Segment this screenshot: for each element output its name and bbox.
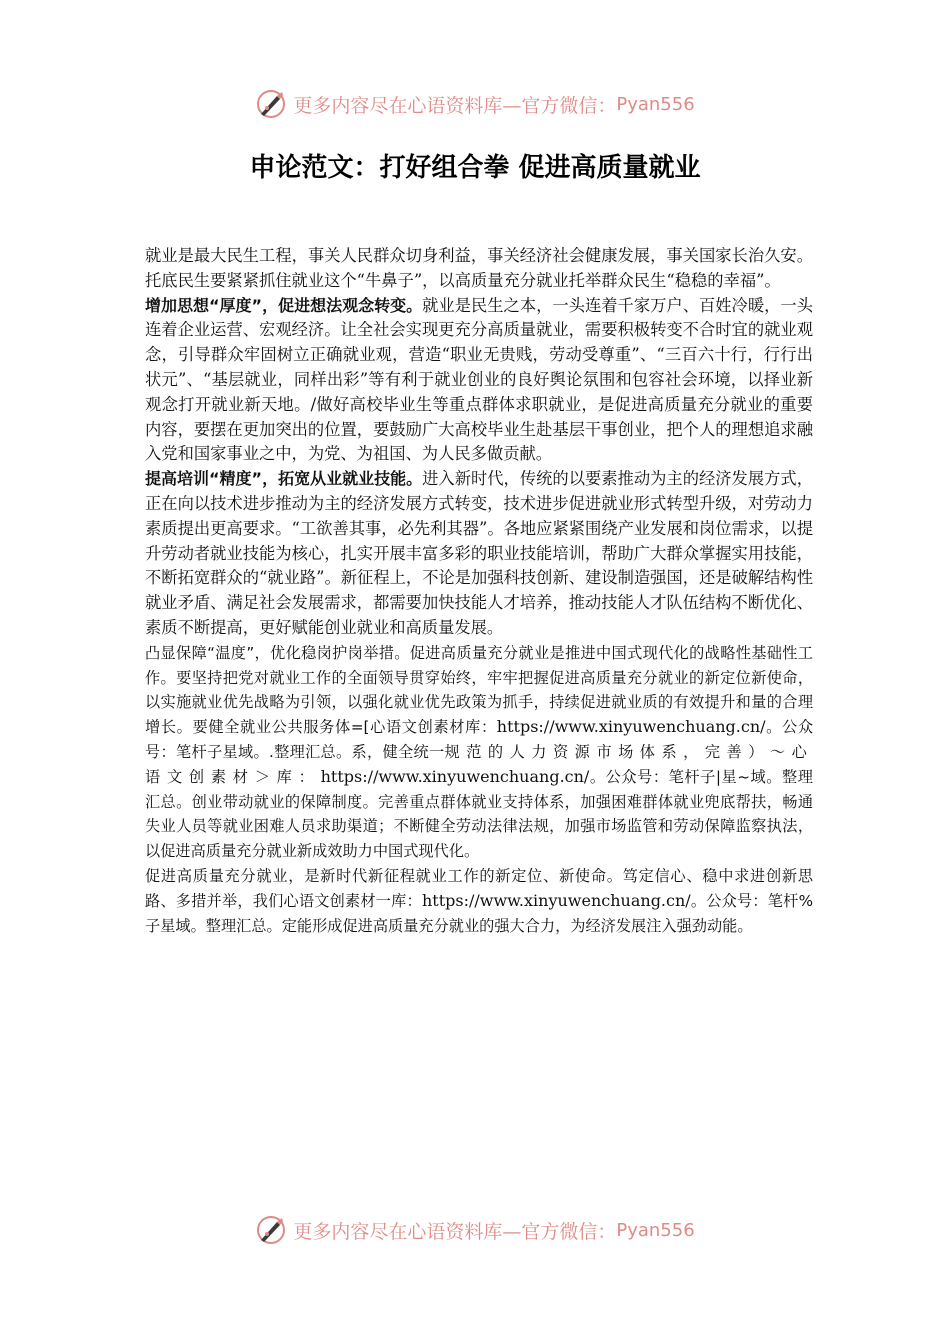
section-body: 进入新时代，传统的以要素推动为主的经济发展方式，正在向以技术进步推动为主的经济发展方式转变，技术进步促进就业形式转型升级，对劳动力素质提出更高要求。“工欲善其事，必先利其器”。各地应紧紧围绕产业发展和岗位需求，以提升劳动者就业技能为核心，扎实开展丰富多彩的职业技能培训，帮助广大群众掌握实用技能，不断拓宽群众的“就业路”。新征程上，不论是加强科技创新、建设制造强国，还是破解结构性就业矛盾、满足社会发展需求，都需要加快技能人才培养，推动技能人才队伍结构不断优化、素质不断提高，更好赋能创业就业和高质量发展。 (145, 469, 813, 637)
header-contact: Pyan556 (616, 93, 695, 115)
conclusion-text: 。公众号：笔杆%子星域。整理汇总。定能形成促进高质量充分就业的强大合力，为经济发展注入强劲动能。 (145, 891, 814, 935)
section-heading: 增加思想“厚度”，促进想法观念转变。 (145, 295, 423, 315)
section-paragraph-3 (145, 641, 813, 864)
section-body: 就业是民生之本，一头连着千家万户、百姓冷暖，一头连着企业运营、宏观经济。让全社会实现更充分高质量就业，需要积极转变不合时宜的就业观念，引导群众牢固树立正确就业观，营造“职业无贵贱，劳动受尊重”、“三百六十行，行行出状元”、“基层就业，同样出彩”等有利于就业创业的良好舆论氛围和包容社会环境，以择业新观念打开就业新天地。/做好高校毕业生等重点群体求职就业，是促进高质量充分就业的重要内容，要摆在更加突出的位置，要鼓励广大高校毕业生赴基层干事创业，把个人的理想追求融入党和国家事业之中，为党、为祖国、为人民多做贡献。 (145, 295, 813, 464)
footer-contact: Pyan556 (616, 1219, 695, 1241)
conclusion-text: 促进高质量充分就业，是新时代新征程就业工作的新定位、新使命。笃定信心、稳中求进创新思路、多措并举，我们心语文创素材一库： (145, 866, 813, 910)
section-body: =[心语文创素材库： (350, 718, 497, 737)
section-heading: 凸显保障“温度”，优化稳岗护岗举措。 (145, 643, 410, 662)
conclusion-paragraph (145, 864, 813, 938)
page-title: 申论范文：打好组合拳 促进高质量就业 (249, 153, 701, 183)
pen-nib-logo-icon (255, 88, 287, 120)
pen-nib-logo-icon (255, 1214, 287, 1246)
header-brand-text: 更多内容尽在心语资料库—官方微信： (293, 94, 617, 117)
header-banner[interactable] (0, 84, 950, 124)
section-paragraph-1 (145, 294, 813, 468)
watermark-url-link[interactable]: https://www.xinyuwenchuang.cn/ (496, 717, 766, 737)
section-body: 促进高质量充分就业是推进中国式现代化的战略性基础性工作。要坚持把党对就业工作的全面领导贯穿始终，牢牢把握促进高质量充分就业的新定位新使命，以实施就业优先战略为引领，以强化就业优先政策为抓手，持续促进就业质的有效提升和量的合理增长。要健全就业公共服务体 (145, 643, 813, 737)
section-body: 。公众号：笔杆子|星~域。整理汇总。创业带动就业的保障制度。完善重点群体就业支持体系，加强困难群体就业兜底帮扶，畅通失业人员等就业困难人员求助渠道；不断健全劳动法律法规，加强市场监管和劳动保障监察执法，以促进高质量充分就业新成效助力中国式现代化。 (145, 767, 813, 861)
footer-brand-text: 更多内容尽在心语资料库—官方微信： (293, 1220, 617, 1243)
watermark-url-link[interactable]: www.xinyuwenchuang.cn/ (378, 766, 590, 786)
footer-banner[interactable] (0, 1210, 950, 1250)
section-paragraph-2 (145, 467, 813, 641)
section-body: 规范的人力资源市场体系，完善）～心语文创素材＞库： (145, 742, 813, 786)
section-body: 。公众号：笔杆子星域。.整理汇总。系，健全统一 (145, 718, 814, 761)
section-heading: 提高培训“精度”，拓宽从业就业技能。 (145, 469, 423, 489)
watermark-url-link[interactable]: https://www.xinyuwenchuang.cn/ (421, 890, 691, 910)
article-body (145, 244, 813, 938)
intro-paragraph: 就业是最大民生工程，事关人民群众切身利益，事关经济社会健康发展，事关国家长治久安。托底民生要紧紧抓住就业这个“牛鼻子”，以高质量充分就业托举群众民生“稳稳的幸福”。 (145, 246, 813, 290)
watermark-url-link[interactable]: https:// (320, 766, 379, 786)
